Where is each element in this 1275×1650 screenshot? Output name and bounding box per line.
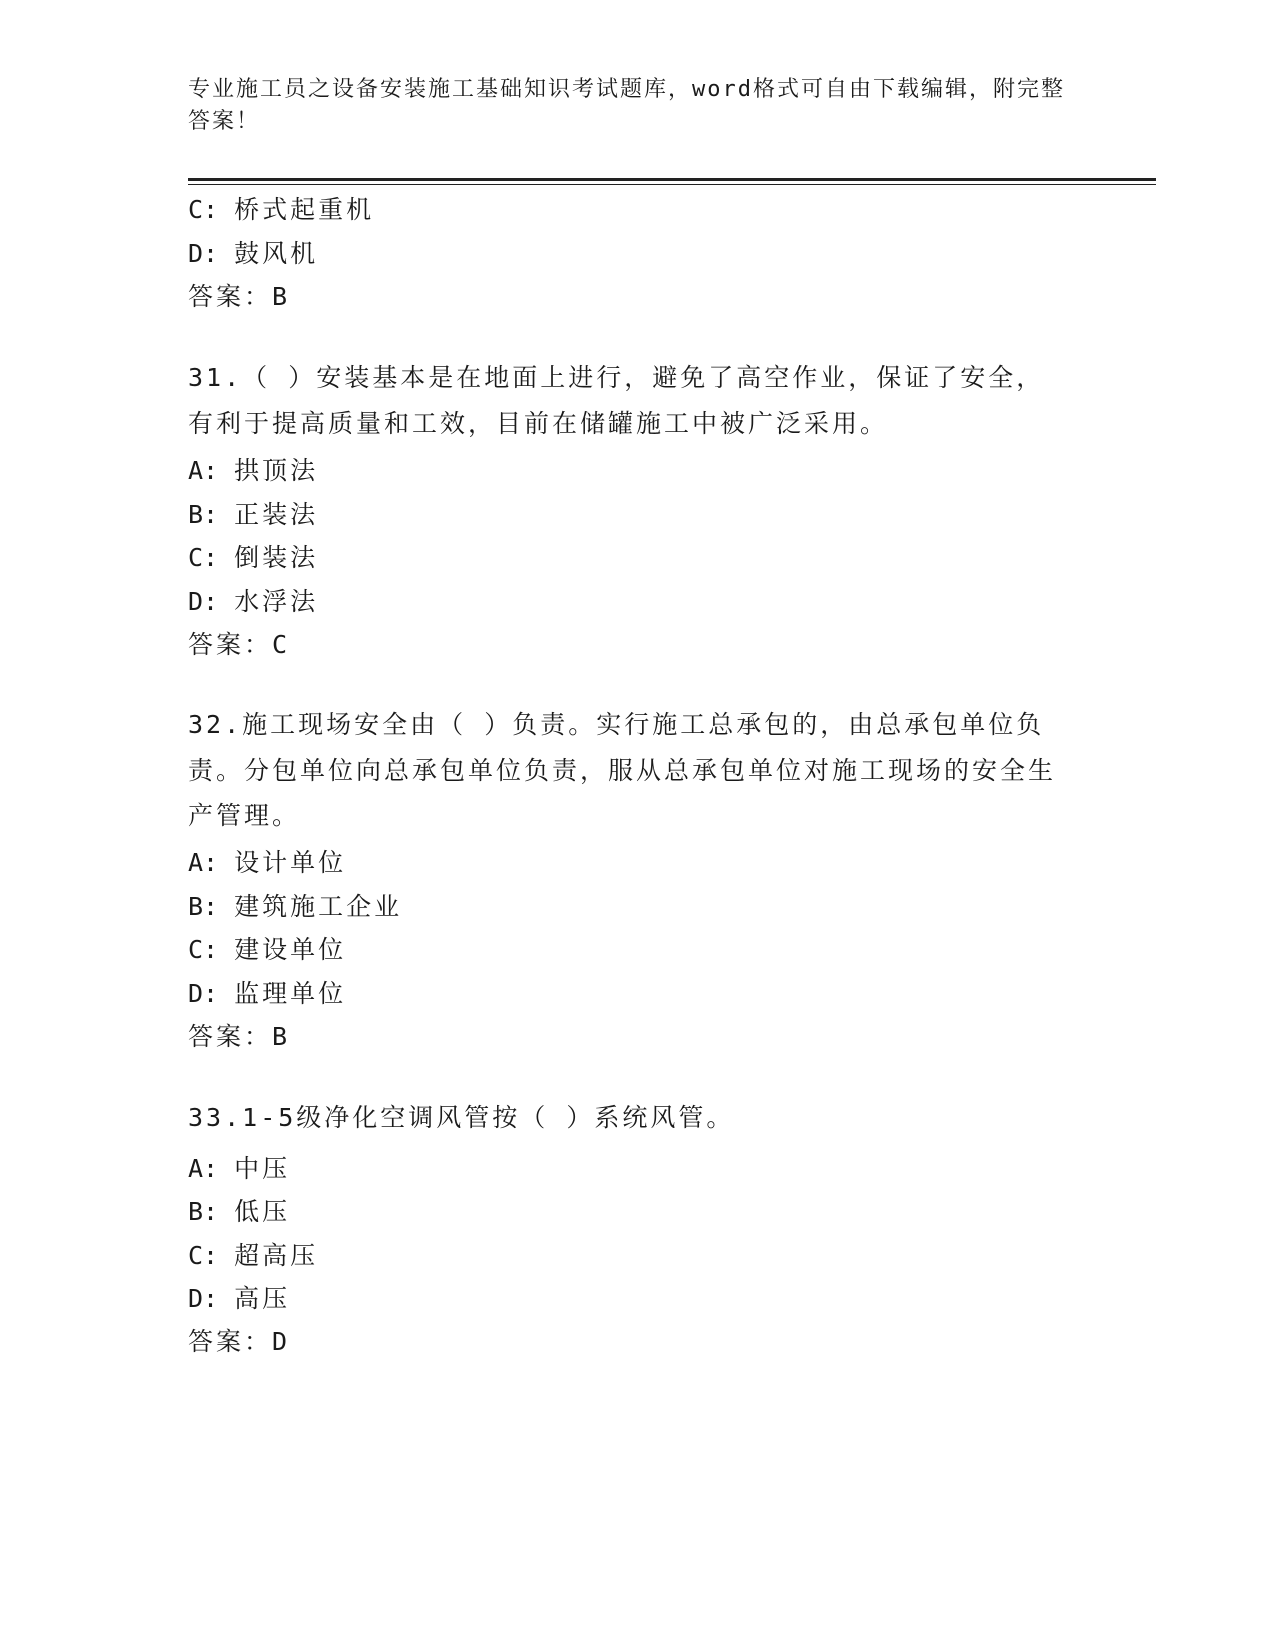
document-header: 专业施工员之设备安装施工基础知识考试题库，word格式可自由下载编辑，附完整答案！ <box>188 77 1065 134</box>
header-rule-thin <box>188 184 1156 185</box>
option-c: C: 桥式起重机 <box>188 195 375 224</box>
question-33-option-c: C: 超高压 <box>188 1241 319 1270</box>
question-32-answer: 答案：B <box>188 1022 291 1051</box>
question-33-text: 33.1-5级净化空调风管按（ ）系统风管。 <box>188 1103 735 1132</box>
question-31-option-c: C: 倒装法 <box>188 543 319 572</box>
question-32-option-c: C: 建设单位 <box>188 935 347 964</box>
question-31-option-a: A: 拱顶法 <box>188 456 319 485</box>
option-d: D: 鼓风机 <box>188 239 319 268</box>
question-33-option-d: D: 高压 <box>188 1284 291 1313</box>
question-31-option-b: B: 正装法 <box>188 500 319 529</box>
question-32-option-d: D: 监理单位 <box>188 979 347 1008</box>
header-rule-thick <box>188 178 1156 181</box>
question-31-answer: 答案：C <box>188 630 291 659</box>
answer: 答案：B <box>188 282 291 311</box>
question-31-option-d: D: 水浮法 <box>188 587 319 616</box>
question-33-option-b: B: 低压 <box>188 1197 291 1226</box>
question-33-answer: 答案：D <box>188 1327 291 1356</box>
question-33-option-a: A: 中压 <box>188 1154 291 1183</box>
question-31-text: 31.（ ）安装基本是在地面上进行，避免了高空作业，保证了安全，有利于提高质量和工效，目前在储罐施工中被广泛采用。 <box>188 363 1045 438</box>
question-32-text: 32.施工现场安全由（ ）负责。实行施工总承包的，由总承包单位负责。分包单位向总承包单位负责，服从总承包单位对施工现场的安全生产管理。 <box>188 710 1057 830</box>
question-32-option-b: B: 建筑施工企业 <box>188 892 403 921</box>
question-32-option-a: A: 设计单位 <box>188 848 347 877</box>
